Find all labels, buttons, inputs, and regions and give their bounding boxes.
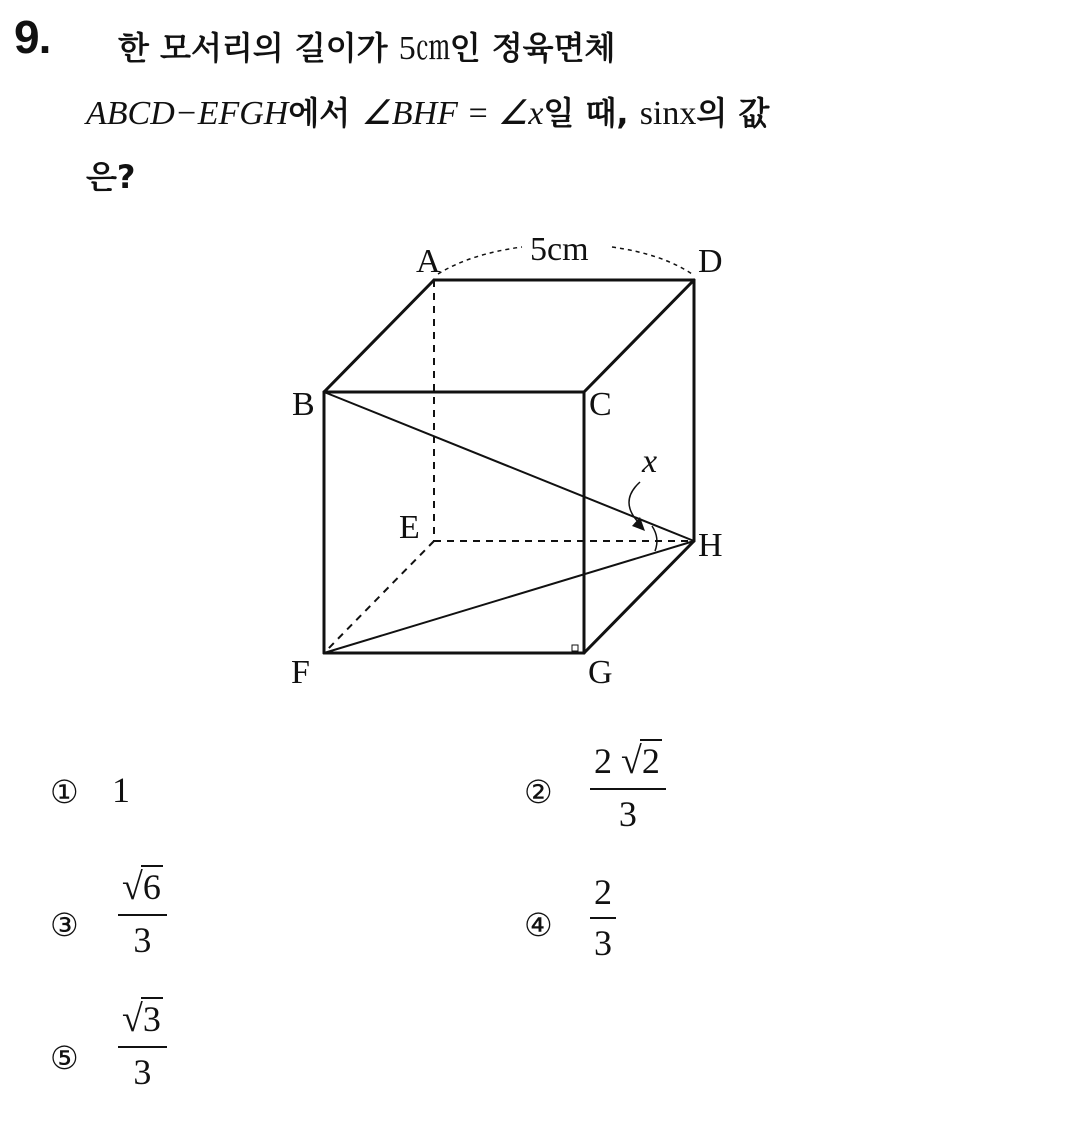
question-number: 9. bbox=[14, 11, 51, 63]
question-line-3: 은? bbox=[86, 158, 136, 196]
question-text: 한 모서리의 길이가 bbox=[118, 29, 399, 67]
square-root: √3 bbox=[122, 998, 161, 1040]
cube-name: ABCD−EFGH bbox=[86, 95, 289, 132]
right-angle-mark bbox=[572, 645, 578, 651]
question-text: 인 정육면체 bbox=[449, 29, 616, 67]
edge-length: 5㎝ bbox=[398, 30, 450, 67]
radicand: 6 bbox=[142, 867, 161, 907]
dimension-arc-right bbox=[612, 247, 692, 274]
square-root: √6 bbox=[122, 866, 161, 908]
choice-3-fraction[interactable] bbox=[118, 866, 167, 961]
dimension-arc-left bbox=[438, 247, 522, 274]
choice-4-marker[interactable]: ④ bbox=[524, 906, 553, 944]
fraction-denominator: 3 bbox=[133, 1051, 152, 1092]
choice-1-marker[interactable]: ① bbox=[50, 773, 79, 811]
fraction-numerator bbox=[118, 866, 167, 910]
edge-DC bbox=[584, 280, 694, 392]
question-text: 일 때, bbox=[543, 94, 640, 132]
vertex-label-E: E bbox=[399, 509, 420, 546]
choice-3-marker[interactable]: ③ bbox=[50, 906, 79, 944]
choice-2-marker[interactable]: ② bbox=[524, 773, 553, 811]
vertex-label-B: B bbox=[292, 386, 315, 423]
question-text: 에서 bbox=[288, 94, 362, 132]
fraction-bar bbox=[118, 1046, 167, 1048]
angle-expression: ∠BHF = ∠x bbox=[361, 95, 544, 132]
choice-4-fraction[interactable] bbox=[590, 872, 616, 965]
sin-expression: sinx bbox=[639, 95, 697, 132]
fraction-bar bbox=[118, 914, 167, 916]
question-text: 의 값 bbox=[696, 94, 770, 132]
angle-arc bbox=[652, 526, 657, 551]
edge-length-label: 5cm bbox=[530, 231, 589, 268]
vertex-label-C: C bbox=[589, 386, 612, 423]
vertex-label-H: H bbox=[698, 527, 723, 564]
numerator-coefficient: 2 bbox=[594, 741, 612, 781]
fraction-denominator: 3 bbox=[618, 793, 637, 834]
radicand: 3 bbox=[142, 999, 161, 1039]
fraction-bar bbox=[590, 788, 666, 790]
edge-AB bbox=[324, 280, 434, 392]
fraction-numerator bbox=[590, 740, 666, 784]
vertex-label-A: A bbox=[416, 243, 441, 280]
fraction-denominator: 3 bbox=[133, 919, 152, 960]
segment-BH bbox=[324, 392, 694, 541]
vertex-label-G: G bbox=[588, 654, 613, 691]
radicand: 2 bbox=[641, 741, 660, 781]
angle-arrow-head bbox=[632, 517, 645, 531]
fraction-denominator: 3 bbox=[594, 923, 612, 964]
fraction-numerator bbox=[118, 998, 167, 1042]
fraction-numerator: 2 bbox=[594, 872, 612, 912]
choice-5-fraction[interactable] bbox=[118, 998, 167, 1093]
vertex-label-D: D bbox=[698, 243, 723, 280]
choice-5-marker[interactable]: ⑤ bbox=[50, 1039, 79, 1077]
fraction-bar bbox=[590, 917, 616, 919]
angle-label-x: x bbox=[642, 443, 658, 480]
square-root: √2 bbox=[621, 740, 660, 782]
choice-2-fraction[interactable] bbox=[590, 740, 666, 835]
vertex-label-F: F bbox=[291, 654, 310, 691]
choice-1-value[interactable]: 1 bbox=[112, 770, 130, 810]
